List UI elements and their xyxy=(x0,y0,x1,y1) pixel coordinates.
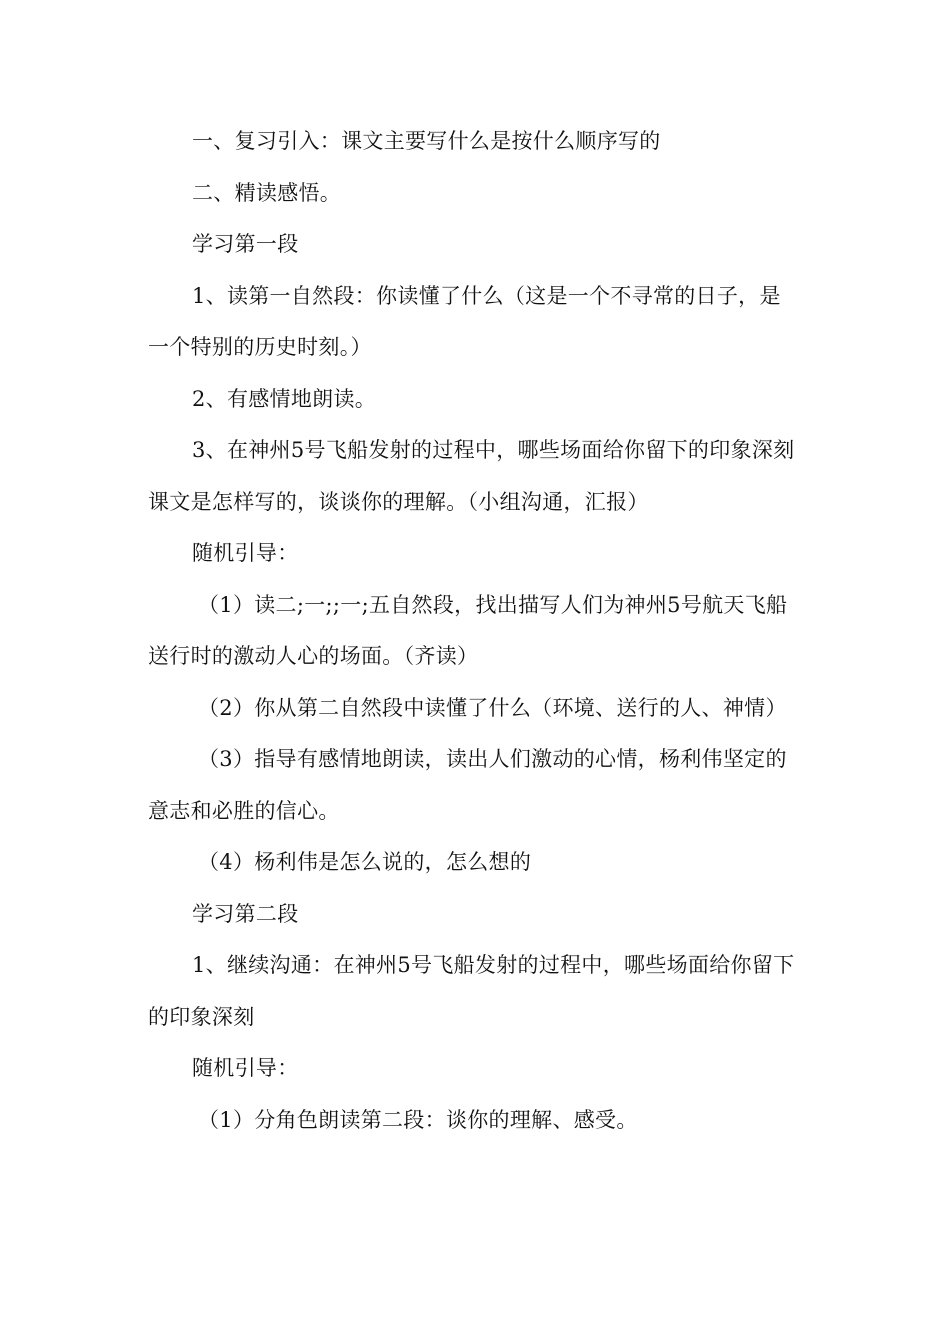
paragraph-guidance-1: 随机引导： xyxy=(192,541,299,565)
paragraph-item-1: 1、读第一自然段：你读懂了什么（这是一个不寻常的日子，是一个特别的历史时刻。） xyxy=(148,283,781,359)
paragraph-review-intro: 一、复习引入：课文主要写什么是按什么顺序写的 xyxy=(192,129,661,153)
paragraph-continue-discussion: 1、继续沟通：在神州5号飞船发射的过程中，哪些场面给你留下的印象深刻 xyxy=(148,953,795,1029)
paragraph-sub-item-2: （2）你从第二自然段中读懂了什么（环境、送行的人、神情） xyxy=(198,695,787,720)
document-body xyxy=(148,116,798,1146)
paragraph-section-two-heading: 学习第二段 xyxy=(192,901,299,926)
paragraph-item-3: 3、在神州5号飞船发射的过程中，哪些场面给你留下的印象深刻课文是怎样写的，谈谈你的理解。（小组沟通，汇报） xyxy=(148,438,795,514)
paragraph-close-reading: 二、精读感悟。 xyxy=(192,180,342,205)
paragraph-sub-item-4: （4）杨利伟是怎么说的，怎么想的 xyxy=(198,850,532,874)
paragraph-section-one-heading: 学习第一段 xyxy=(192,232,299,256)
paragraph-item-2: 2、有感情地朗读。 xyxy=(192,386,377,411)
paragraph-role-reading: （1）分角色朗读第二段：谈你的理解、感受。 xyxy=(198,1107,638,1132)
paragraph-guidance-2: 随机引导： xyxy=(192,1056,299,1080)
paragraph-sub-item-3: （3）指导有感情地朗读，读出人们激动的心情，杨利伟坚定的意志和必胜的信心。 xyxy=(148,747,787,823)
paragraph-sub-item-1: （1）读二;一;;一;五自然段，找出描写人们为神州5号航天飞船送行时的激动人心的场面。（齐读） xyxy=(148,592,788,668)
